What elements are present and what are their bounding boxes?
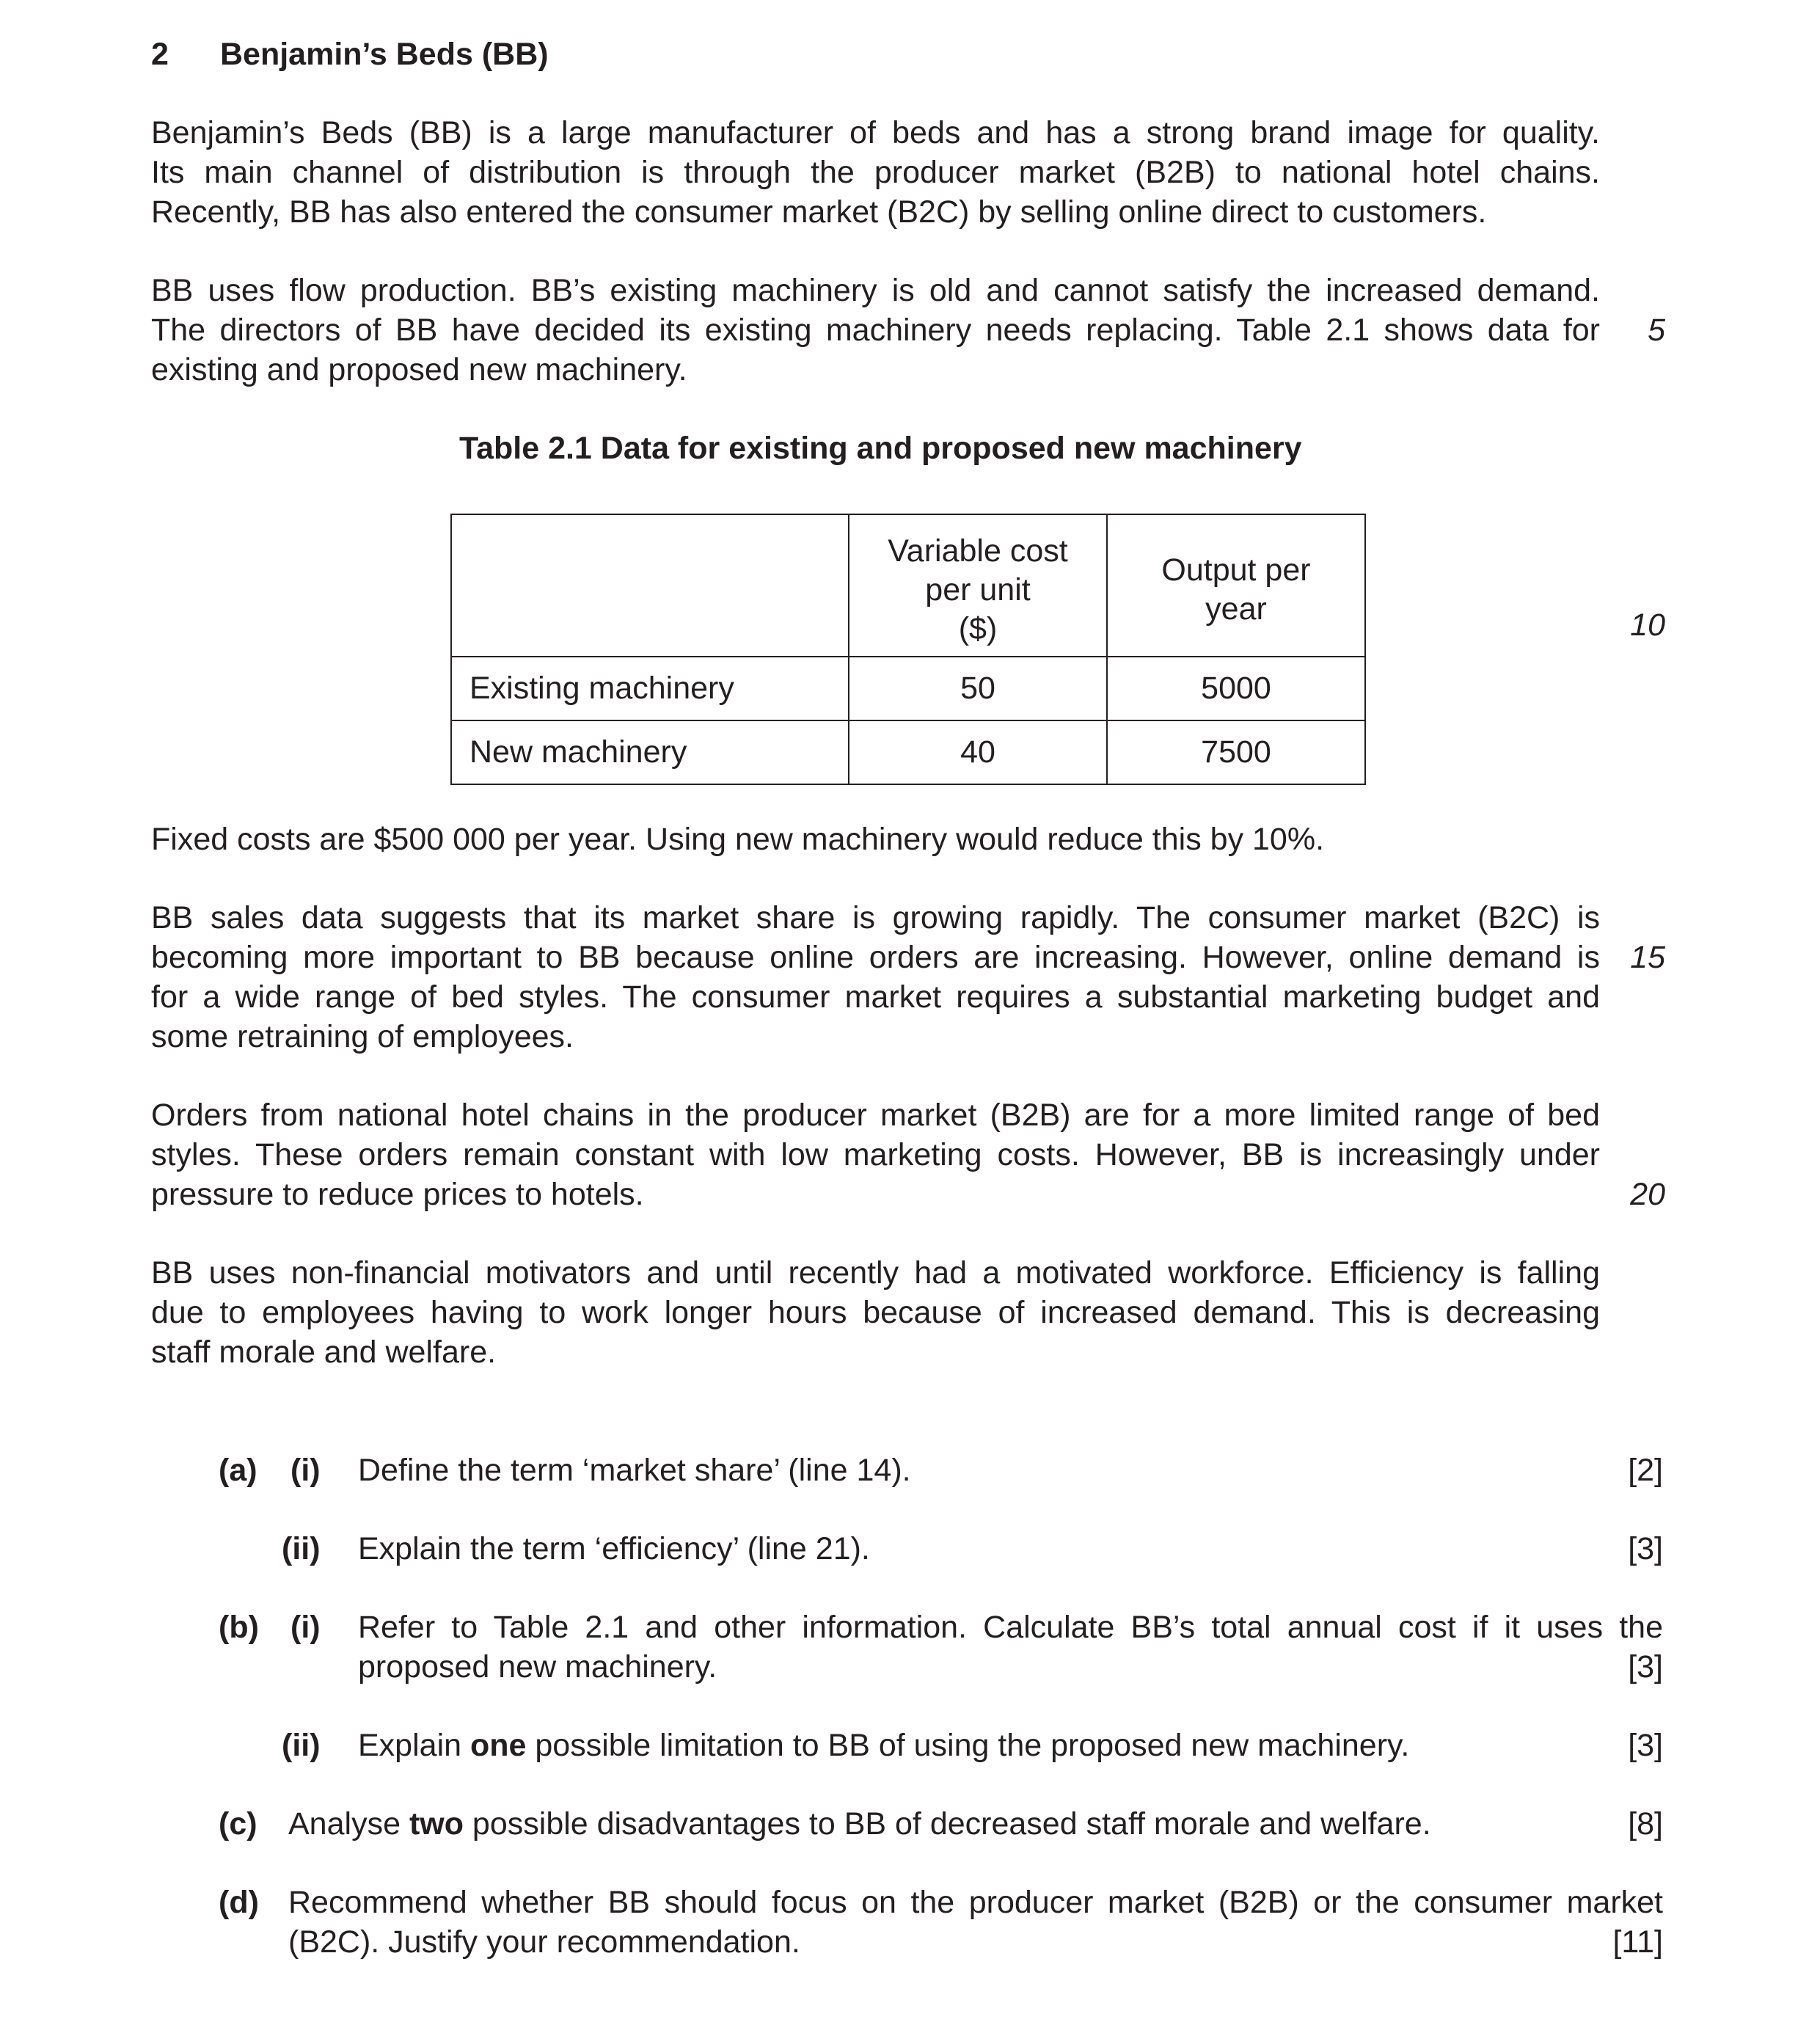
question-a-label: (a): [219, 1453, 257, 1488]
question-a-ii-label: (ii): [282, 1531, 321, 1566]
question-a-i-mark: [2]: [1628, 1453, 1663, 1488]
question-b-i-mark: [3]: [1628, 1649, 1663, 1685]
line-number-10: 10: [1630, 607, 1665, 643]
question-d-text-line1: Recommend whether BB should focus on the producer market (B2B) or the consumer market: [288, 1885, 1663, 1920]
header-output-line1: Output per: [1161, 552, 1311, 588]
row-label: New machinery: [451, 720, 849, 784]
question-d-label: (d): [219, 1885, 259, 1920]
para2-line3: existing and proposed new machinery.: [151, 352, 687, 387]
para6-line1: BB uses non-financial motivators and until recently had a motivated workforce. Efficiency is falling: [151, 1255, 1600, 1291]
header-variable-cost: [849, 514, 1107, 657]
table-row-existing: [451, 657, 1365, 720]
para2-line1: BB uses flow production. BB’s existing machinery is old and cannot satisfy the increased demand.: [151, 273, 1600, 308]
table-header-row: [451, 514, 1365, 657]
question-c-post: possible disadvantages to BB of decreased staff morale and welfare.: [463, 1806, 1431, 1842]
question-c-mark: [8]: [1628, 1806, 1663, 1842]
line-number-20: 20: [1630, 1177, 1665, 1212]
question-a-ii-mark: [3]: [1628, 1531, 1663, 1566]
table-row-new: [451, 720, 1365, 784]
question-c-bold: two: [409, 1806, 464, 1842]
question-a-i-text: Define the term ‘market share’ (line 14).: [358, 1453, 911, 1488]
row-output: 7500: [1107, 720, 1365, 784]
question-a-i-label: (i): [290, 1453, 321, 1488]
question-b-ii-label: (ii): [282, 1728, 321, 1763]
question-b-ii-mark: [3]: [1628, 1728, 1663, 1763]
question-a-ii-text: Explain the term ‘efficiency’ (line 21).: [358, 1531, 870, 1566]
para3: Fixed costs are $500 000 per year. Using new machinery would reduce this by 10%.: [151, 822, 1325, 857]
header-output: [1107, 514, 1365, 657]
question-b-ii-bold: one: [469, 1728, 527, 1763]
row-output: 5000: [1107, 657, 1365, 720]
machinery-table: [450, 514, 1366, 785]
row-variable-cost: 40: [849, 720, 1107, 784]
question-c-label: (c): [219, 1806, 257, 1842]
question-b-ii-post: possible limitation to BB of using the proposed new machinery.: [526, 1728, 1410, 1763]
question-b-i-label: (i): [290, 1610, 321, 1645]
header-empty-cell: [451, 514, 849, 657]
para6-line2: due to employees having to work longer hours because of increased demand. This is decreasing: [151, 1295, 1600, 1330]
para1-line2: Its main channel of distribution is through the producer market (B2B) to national hotel chains.: [151, 155, 1600, 190]
question-b-i-text-line2: proposed new machinery.: [358, 1649, 717, 1685]
para5-line1: Orders from national hotel chains in the producer market (B2B) are for a more limited range of bed: [151, 1098, 1600, 1133]
row-label: Existing machinery: [451, 657, 849, 720]
row-variable-cost: 50: [849, 657, 1107, 720]
header-output-line2: year: [1205, 591, 1267, 627]
question-b-i-text-line1: Refer to Table 2.1 and other information. Calculate BB’s total annual cost if it uses the: [358, 1610, 1663, 1645]
line-number-15: 15: [1630, 940, 1665, 975]
question-b-label: (b): [219, 1610, 259, 1645]
para4-line3: for a wide range of bed styles. The consumer market requires a substantial marketing budget and: [151, 979, 1600, 1015]
para4-line4: some retraining of employees.: [151, 1019, 574, 1054]
header-variable-cost-line3: ($): [958, 610, 998, 646]
question-d-text-line2: (B2C). Justify your recommendation.: [288, 1924, 800, 1960]
header-variable-cost-line2: per unit: [925, 572, 1031, 607]
para4-line2: becoming more important to BB because online orders are increasing. However, online demand is: [151, 940, 1600, 975]
para5-line3: pressure to reduce prices to hotels.: [151, 1177, 644, 1212]
para6-line3: staff morale and welfare.: [151, 1335, 497, 1370]
para1-line1: Benjamin’s Beds (BB) is a large manufacturer of beds and has a strong brand image for quality.: [151, 115, 1600, 150]
para1-line3: Recently, BB has also entered the consumer market (B2C) by selling online direct to customers.: [151, 194, 1487, 230]
para2-line2: The directors of BB have decided its existing machinery needs replacing. Table 2.1 shows data for: [151, 313, 1600, 348]
question-number: 2: [151, 37, 169, 72]
question-b-ii-text: [358, 1726, 1409, 1765]
line-number-5: 5: [1648, 313, 1665, 348]
header-variable-cost-line1: Variable cost: [888, 533, 1068, 569]
question-d-mark: [11]: [1612, 1924, 1663, 1960]
para4-line1: BB sales data suggests that its market share is growing rapidly. The consumer market (B2C) is: [151, 900, 1600, 935]
question-b-ii-pre: Explain: [358, 1728, 470, 1763]
table-title: Table 2.1 Data for existing and proposed new machinery: [459, 431, 1302, 466]
para5-line2: styles. These orders remain constant with low marketing costs. However, BB is increasingly under: [151, 1137, 1600, 1172]
question-c-text: [288, 1805, 1431, 1844]
case-title: Benjamin’s Beds (BB): [220, 37, 549, 72]
question-c-pre: Analyse: [288, 1806, 409, 1842]
